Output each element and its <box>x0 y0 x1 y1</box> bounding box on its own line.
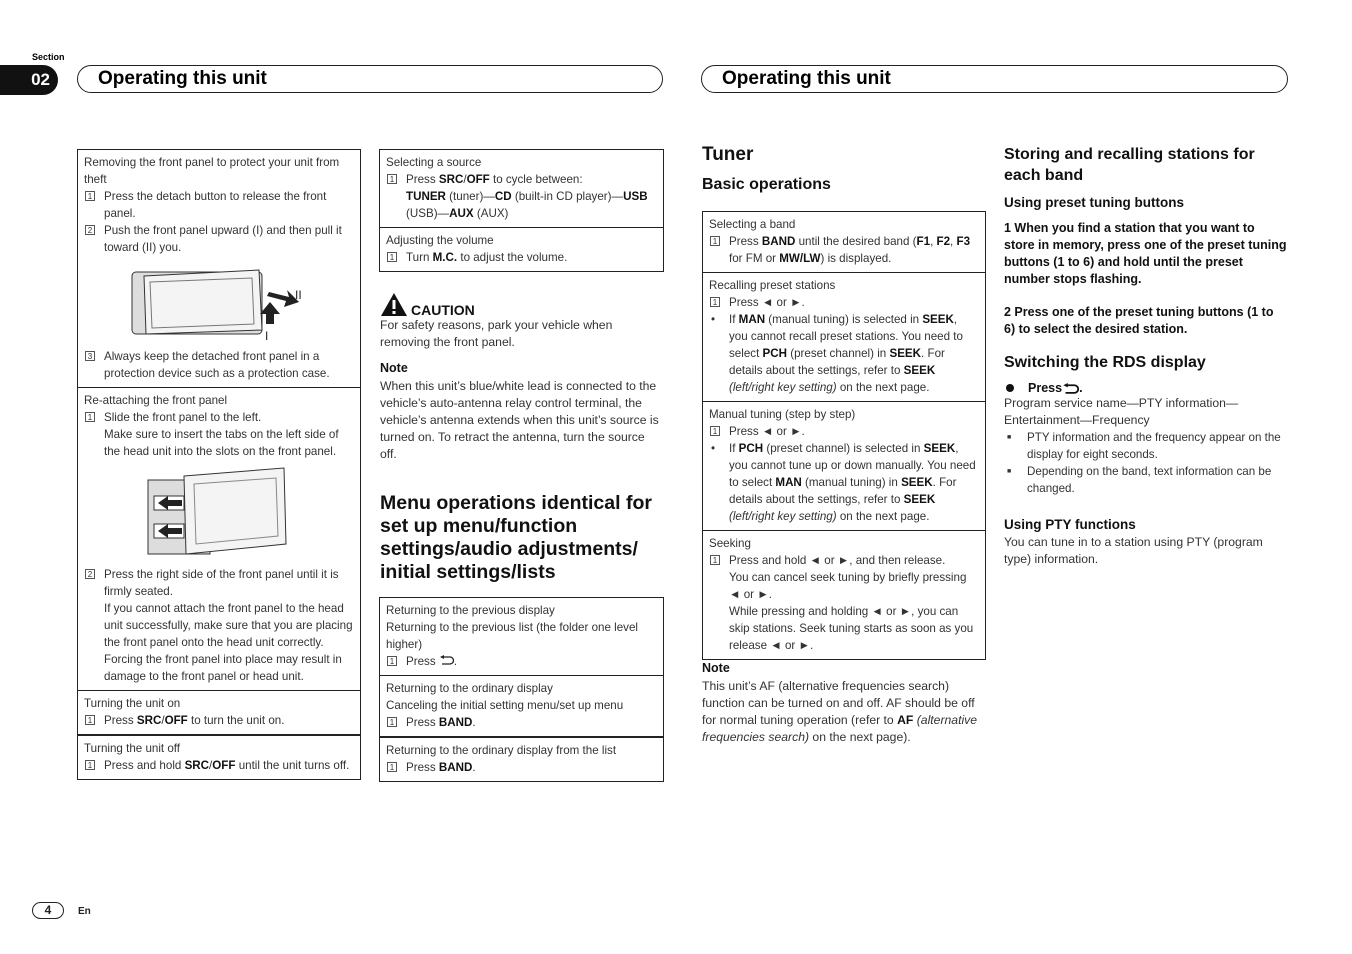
page-header-left: Operating this unit <box>77 65 663 93</box>
remove-panel-title: Removing the front panel to protect your unit from theft <box>84 156 340 186</box>
previous-list-text: Returning to the previous list (the folder one level higher) <box>386 621 638 651</box>
source-volume-box <box>379 149 664 272</box>
back-return-icon <box>439 655 454 665</box>
manual-tuning-title: Manual tuning (step by step) <box>709 408 856 421</box>
reattach-panel-cell <box>78 387 360 690</box>
ordinary-display-cell <box>380 675 663 736</box>
previous-display-step: Press . <box>406 655 458 668</box>
section-label: Section <box>32 52 65 62</box>
tuner-operations-box <box>702 211 986 660</box>
storing-stations-heading: Storing and recalling stations for each band <box>1004 146 1255 184</box>
reattach-step-2-detail: If you cannot attach the front panel to the head unit successfully, make sure that you are placing the front panel onto the head unit correctly. Forcing the front panel into place may result in damage to the front panel or head unit. <box>104 602 353 683</box>
page-number: 4 <box>32 902 64 919</box>
reattach-panel-title: Re-attaching the front panel <box>84 394 228 407</box>
af-note-block <box>702 661 986 746</box>
step-number-1: 1 <box>85 715 95 725</box>
select-band-cell <box>703 212 985 272</box>
select-source-title: Selecting a source <box>386 156 482 169</box>
step-number-1: 1 <box>85 760 95 770</box>
volume-step: Turn M.C. to adjust the volume. <box>406 251 568 264</box>
ordinary-from-list-title: Returning to the ordinary display from the list <box>386 744 617 757</box>
recall-preset-note: If MAN (manual tuning) is selected in SEEK, you cannot recall preset stations. You need to select PCH (preset channel) in SEEK. For details about the settings, refer to SEEK (left/right key setting) on the next page. <box>729 313 963 394</box>
section-number-tab: 02 <box>0 65 58 95</box>
attach-panel-illustration <box>144 466 294 562</box>
caution-title: CAUTION <box>411 302 475 318</box>
storing-stations-section <box>1004 144 1288 568</box>
recall-preset-step: Press ◄ or ►. <box>729 296 805 309</box>
step-number-1: 1 <box>710 236 720 246</box>
step-number-2: 2 <box>85 225 95 235</box>
pty-functions-text: You can tune in to a station using PTY (program type) information. <box>1004 535 1263 566</box>
volume-cell <box>380 227 663 271</box>
language-code: En <box>78 906 91 917</box>
reattach-step-2: Press the right side of the front panel until it is firmly seated. <box>104 568 339 598</box>
menu-operations-box <box>379 597 664 782</box>
rds-press-step <box>1004 381 1288 395</box>
select-source-cell <box>380 150 663 227</box>
af-note-title: Note <box>702 661 730 675</box>
af-note-text: This unit’s AF (alternative frequencies search) function can be turned on and off. AF should be off for normal tuning operation (refer to AF (alternative frequencies search) on the next page). <box>702 679 978 744</box>
menu-operations-heading: Menu operations identical for set up menu/function settings/audio adjustments/ initial settings/lists <box>380 492 652 583</box>
turn-off-title: Turning the unit off <box>84 742 181 755</box>
cancel-menu-text: Canceling the initial setting menu/set up menu <box>386 699 624 712</box>
caution-block <box>380 292 664 463</box>
note-title: Note <box>380 361 408 375</box>
select-source-step: Press SRC/OFF to cycle between: TUNER (tuner)—CD (built-in CD player)—USB (USB)—AUX (AUX) <box>406 173 648 220</box>
seeking-cell <box>703 530 985 659</box>
back-return-icon <box>1062 383 1079 394</box>
turn-off-cell <box>78 734 360 779</box>
remove-step-2: Push the front panel upward (I) and then pull it toward (II) you. <box>104 224 342 254</box>
seeking-title: Seeking <box>709 537 751 550</box>
manual-tuning-step: Press ◄ or ►. <box>729 425 805 438</box>
step-number-1: 1 <box>710 297 720 307</box>
preset-step-2: 2 Press one of the preset tuning buttons (1 to 6) to select the desired station. <box>1004 305 1274 336</box>
step-number-2: 2 <box>85 569 95 579</box>
seeking-skip-text: While pressing and holding ◄ or ►, you can skip stations. Seek tuning starts as soon as you release ◄ or ►. <box>729 605 974 652</box>
rds-display-heading: Switching the RDS display <box>1004 354 1206 371</box>
step-number-1: 1 <box>387 717 397 727</box>
caution-text: For safety reasons, park your vehicle when removing the front panel. <box>380 318 613 349</box>
remove-step-3: Always keep the detached front panel in a protection device such as a protection case. <box>104 350 330 380</box>
step-number-1: 1 <box>387 656 397 666</box>
bullet-dot <box>1006 384 1014 392</box>
turn-on-step: Press SRC/OFF to turn the unit on. <box>104 714 285 727</box>
recall-preset-title: Recalling preset stations <box>709 279 836 292</box>
step-number-1: 1 <box>387 762 397 772</box>
reattach-step-1: Slide the front panel to the left. <box>104 411 262 424</box>
turn-on-cell <box>78 690 360 734</box>
pty-functions-heading: Using PTY functions <box>1004 517 1136 532</box>
step-number-1: 1 <box>85 412 95 422</box>
recall-preset-cell <box>703 272 985 401</box>
select-band-step: Press BAND until the desired band (F1, F2, F3 for FM or MW/LW) is displayed. <box>729 235 971 265</box>
step-number-1: 1 <box>387 174 397 184</box>
seeking-step: Press and hold ◄ or ►, and then release. <box>729 554 946 567</box>
note-text: When this unit’s blue/white lead is connected to the vehicle’s auto-antenna relay control terminal, the vehicle’s antenna extends when this unit’s source is turned on. To retract the antenna, turn the source off. <box>380 379 659 461</box>
rds-bullet-2: ■ Depending on the band, text information can be changed. <box>1007 465 1272 495</box>
step-number-1: 1 <box>710 426 720 436</box>
ordinary-from-list-step: Press BAND. <box>406 761 476 774</box>
step-number-1: 1 <box>387 252 397 262</box>
step-number-1: 1 <box>85 191 95 201</box>
front-panel-box <box>77 149 361 780</box>
volume-title: Adjusting the volume <box>386 234 494 247</box>
manual-tuning-cell <box>703 401 985 530</box>
bullet: • <box>711 313 716 326</box>
label-II: II <box>295 288 302 302</box>
step-number-1: 1 <box>710 555 720 565</box>
previous-display-title: Returning to the previous display <box>386 604 555 617</box>
bullet: • <box>711 442 716 455</box>
turn-on-title: Turning the unit on <box>84 697 181 710</box>
turn-off-step: Press and hold SRC/OFF until the unit turns off. <box>104 759 350 772</box>
basic-operations-heading: Basic operations <box>702 176 831 193</box>
reattach-step-1-detail: Make sure to insert the tabs on the left side of the head unit into the slots on the front panel. <box>104 428 339 458</box>
remove-panel-cell <box>78 150 360 387</box>
previous-display-cell <box>380 598 663 675</box>
detach-panel-illustration <box>124 262 314 344</box>
preset-step-1: 1 When you find a station that you want to store in memory, press one of the preset tuning buttons (1 to 6) and hold until the preset number stops flashing. <box>1004 221 1287 286</box>
seeking-cancel-text: You can cancel seek tuning by briefly pressing ◄ or ►. <box>729 571 967 601</box>
manual-tuning-note: If PCH (preset channel) is selected in SEEK, you cannot tune up or down manually. You need to select MAN (manual tuning) in SEEK. For details about the settings, refer to SEEK (left/right key setting) on the next page. <box>729 442 976 523</box>
page-header-right: Operating this unit <box>701 65 1288 93</box>
rds-sequence-text: Program service name—PTY information—Entertainment—Frequency <box>1004 396 1239 427</box>
label-I: I <box>265 329 269 343</box>
rds-press-period: . <box>1079 381 1083 395</box>
tuner-heading: Tuner <box>702 144 754 165</box>
preset-buttons-heading: Using preset tuning buttons <box>1004 195 1184 210</box>
rds-bullet-1: ■ PTY information and the frequency appear on the display for eight seconds. <box>1007 431 1281 461</box>
remove-step-1: Press the detach button to release the front panel. <box>104 190 327 220</box>
step-number-3: 3 <box>85 351 95 361</box>
ordinary-display-title: Returning to the ordinary display <box>386 682 553 695</box>
ordinary-from-list-cell <box>380 736 663 781</box>
select-band-title: Selecting a band <box>709 218 796 231</box>
ordinary-display-step: Press BAND. <box>406 716 476 729</box>
warning-triangle-icon <box>380 292 408 317</box>
rds-press-label: Press <box>1028 381 1063 395</box>
